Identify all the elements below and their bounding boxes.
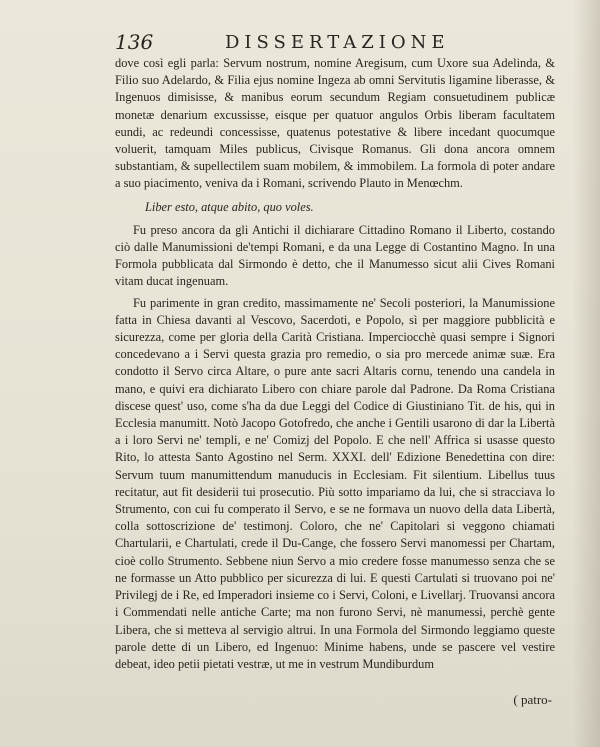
paragraph: Fu parimente in gran credito, massimamente ne' Secoli posteriori, la Manumissione fatta in Chiesa davanti al Vescovo, Sacerdoti, e Popolo, sì per maggiore pubblicità e sicurezza, come per gloria della Carità Cristiana. Imperciocchè quasi sempre i Signori concedevano a i Servi questa grazia pro remedio, o sia pro mercede animæ suæ. Era condotto il Servo circa Altare, o pure ante sacri Altaris cornu, tenendo una candela in mano, e quivi era dichiarato Libero con chiare parole dal Padrone. Da Roma Cristiana discese quest' uso, come s'ha da due Leggi del Codice di Giustiniano Tit. de his, qui in Ecclesia manumitt. Notò Jacopo Gotofredo, che anche i Gentili usarono di dar la Libertà a i loro Servi ne' templi, e ne' Comizj del Popolo. E che nell' Affrica si usasse questo Rito, lo attesta Santo Agostino nel Serm. XXXI. dell' Edizione Benedettina con dire: Servum tuum manumittendum manuducis in Ecclesiam. Fit silentium. Libellus tuus recitatur, aut fit desiderii tui prosecutio. Più sotto impariamo da lui, che si stracciava lo Strumento, con cui fu comperato il Servo, e se ne formava un nuovo della data Libertà, colla sottoscrizione de' testimonj. Coloro, che ne' Capitolari si veggono chiamati Chartularii, e Chartulati, crede il Du-Cange, che fossero Servi manomessi per Chartam, cioè collo Strumento. Sebbene niun Servo a mio credere fosse manumesso senza che se ne formasse un Atto pubblico per sicurezza di lui. E questi Cartulati si truovano poi ne' Privilegj de i Re, ed Imperadori insieme co i Servi, Coloni, e Livellarj. Truovansi ancora i Commendati nelle antiche Carte; ma non furono Servi, nè manumessi, perchè gente Libera, che si metteva al servigio altrui. In una Formola del Sirmondo leggiamo queste parole dette di un Libero, ed Ingenuo: Minime habens, unde se pascere vel vestire debeat, ideo petii pietati vestræ, ut me in vestrum Mundiburdum xyxy=(115,295,555,671)
verse-quote: Liber esto, atque abito, quo voles. xyxy=(145,199,314,214)
page-edge-shadow xyxy=(572,0,600,747)
page-number: 136 xyxy=(115,30,154,54)
running-title: DISSERTAZIONE xyxy=(225,32,450,53)
paragraph-continuation: dove così egli parla: Servum nostrum, nomine Aregisum, cum Uxore sua Adelinda, & Filio suo Adelardo, & Filia ejus nomine Ingeza ab omni Servitutis ligamine liberasse, & Ingenuos dimisisse, & manibus eorum secundum Regiam consuetudinem publicæ monetæ denarium excussisse, eisque per quatuor angulos Orbis liberam facultatem eundi, ac redeundi concessisse, quatenus potestative & libere incedant quocumque voluerit, tamquam Miles publicus, Civisque Romanus. Gli dona ancora omnem substantiam, & supellectilem suam mobilem, & immobilem. La formola di poter andare a suo piacimento, veniva da i Romani, scrivendo Plauto in Menœchm. xyxy=(115,56,555,191)
paragraph: Fu preso ancora da gli Antichi il dichiarare Cittadino Romano il Liberto, costando ciò dalle Manumissioni de'tempi Romani, e da una Legge di Costantino Magno. In una Formola pubblicata dal Sirmondo è detto, che il Manumesso sicut alii Cives Romani vitam ducat ingenuam. xyxy=(115,222,555,289)
page-header xyxy=(115,28,555,56)
catchword: ( patro- xyxy=(513,692,552,707)
body-text xyxy=(115,55,555,673)
